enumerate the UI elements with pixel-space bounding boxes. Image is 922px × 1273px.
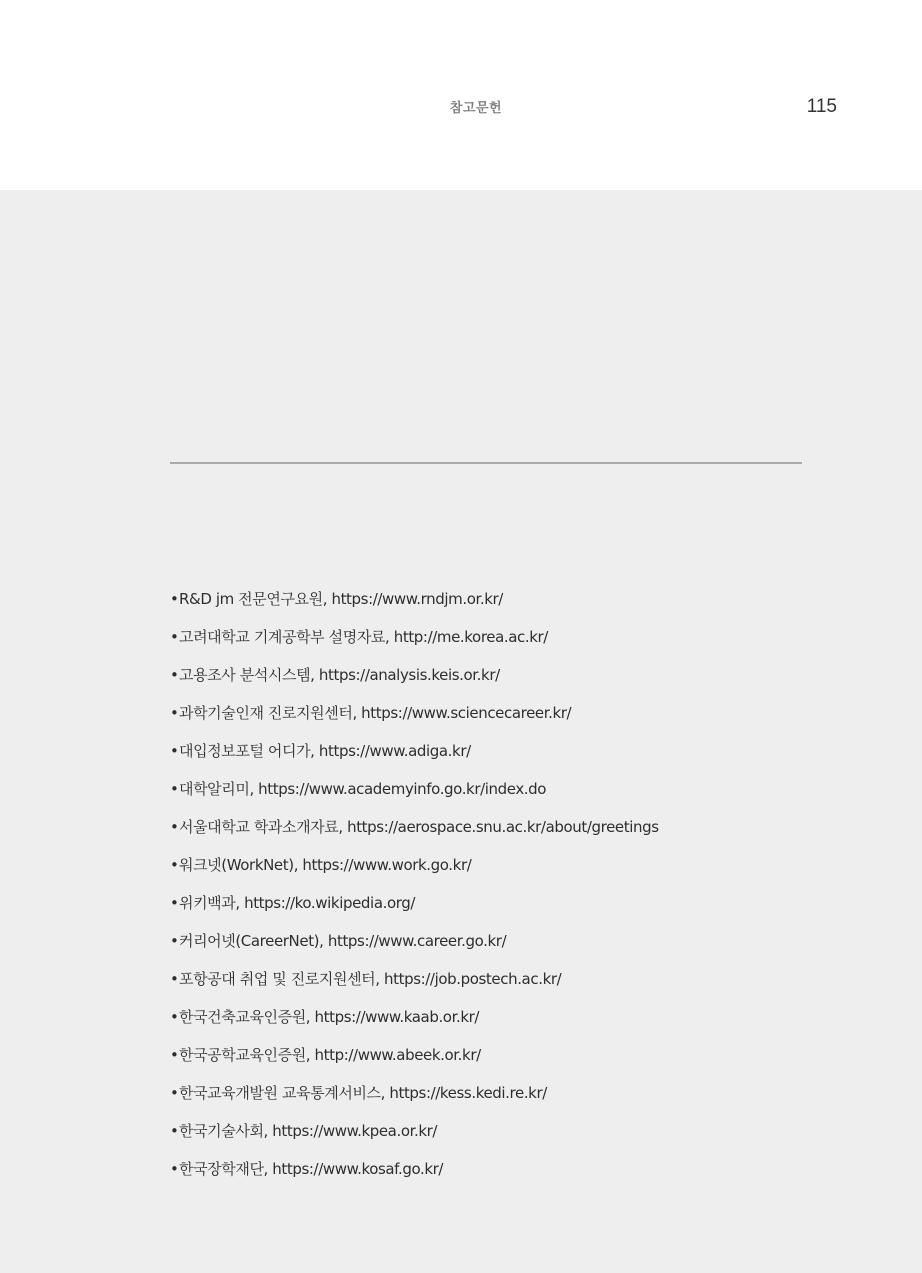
reference-item [170,929,659,967]
reference-text: 서울대학교 학과소개자료, https://aerospace.snu.ac.kr/about/greetings [179,818,659,836]
reference-item [170,701,659,739]
bullet-icon: • [170,894,179,912]
reference-item [170,1157,659,1195]
reference-item [170,853,659,891]
bullet-icon: • [170,932,179,950]
bullet-icon: • [170,628,179,646]
reference-item [170,1119,659,1157]
reference-text: 한국교육개발원 교육통계서비스, https://kess.kedi.re.kr/ [179,1084,547,1102]
bullet-icon: • [170,742,179,760]
bullet-icon: • [170,704,179,722]
bullet-icon: • [170,1046,179,1064]
reference-text: 고려대학교 기계공학부 설명자료, http://me.korea.ac.kr/ [179,628,548,646]
reference-text: R&D jm 전문연구요원, https://www.rndjm.or.kr/ [179,590,503,608]
reference-item [170,815,659,853]
reference-item [170,739,659,777]
reference-item [170,587,659,625]
bullet-icon: • [170,1160,179,1178]
bullet-icon: • [170,1122,179,1140]
reference-item [170,891,659,929]
bullet-icon: • [170,818,179,836]
bullet-icon: • [170,1084,179,1102]
section-divider [170,462,802,464]
bullet-icon: • [170,970,179,988]
reference-item [170,625,659,663]
reference-text: 한국기술사회, https://www.kpea.or.kr/ [179,1122,438,1140]
reference-item [170,1081,659,1119]
reference-item [170,1043,659,1081]
bullet-icon: • [170,1008,179,1026]
reference-item [170,777,659,815]
content-area [0,190,922,1273]
reference-list [170,587,659,1195]
reference-text: 워크넷(WorkNet), https://www.work.go.kr/ [179,856,472,874]
bullet-icon: • [170,856,179,874]
page-header [0,0,922,190]
reference-text: 커리어넷(CareerNet), https://www.career.go.kr/ [179,932,507,950]
reference-text: 한국공학교육인증원, http://www.abeek.or.kr/ [179,1046,481,1064]
reference-text: 포항공대 취업 및 진로지원센터, https://job.postech.ac.kr/ [179,970,562,988]
reference-text: 고용조사 분석시스템, https://analysis.keis.or.kr/ [179,666,500,684]
reference-item [170,663,659,701]
page-number: 115 [806,96,837,117]
bullet-icon: • [170,666,179,684]
reference-text: 한국건축교육인증원, https://www.kaab.or.kr/ [179,1008,480,1026]
reference-text: 대학알리미, https://www.academyinfo.go.kr/index.do [179,780,547,798]
reference-text: 과학기술인재 진로지원센터, https://www.sciencecareer.kr/ [179,704,572,722]
reference-text: 위키백과, https://ko.wikipedia.org/ [179,894,416,912]
bullet-icon: • [170,590,179,608]
reference-item [170,1005,659,1043]
bullet-icon: • [170,780,179,798]
running-title: 참고문헌 [449,101,503,116]
reference-text: 한국장학재단, https://www.kosaf.go.kr/ [179,1160,444,1178]
reference-text: 대입정보포털 어디가, https://www.adiga.kr/ [179,742,471,760]
reference-item [170,967,659,1005]
